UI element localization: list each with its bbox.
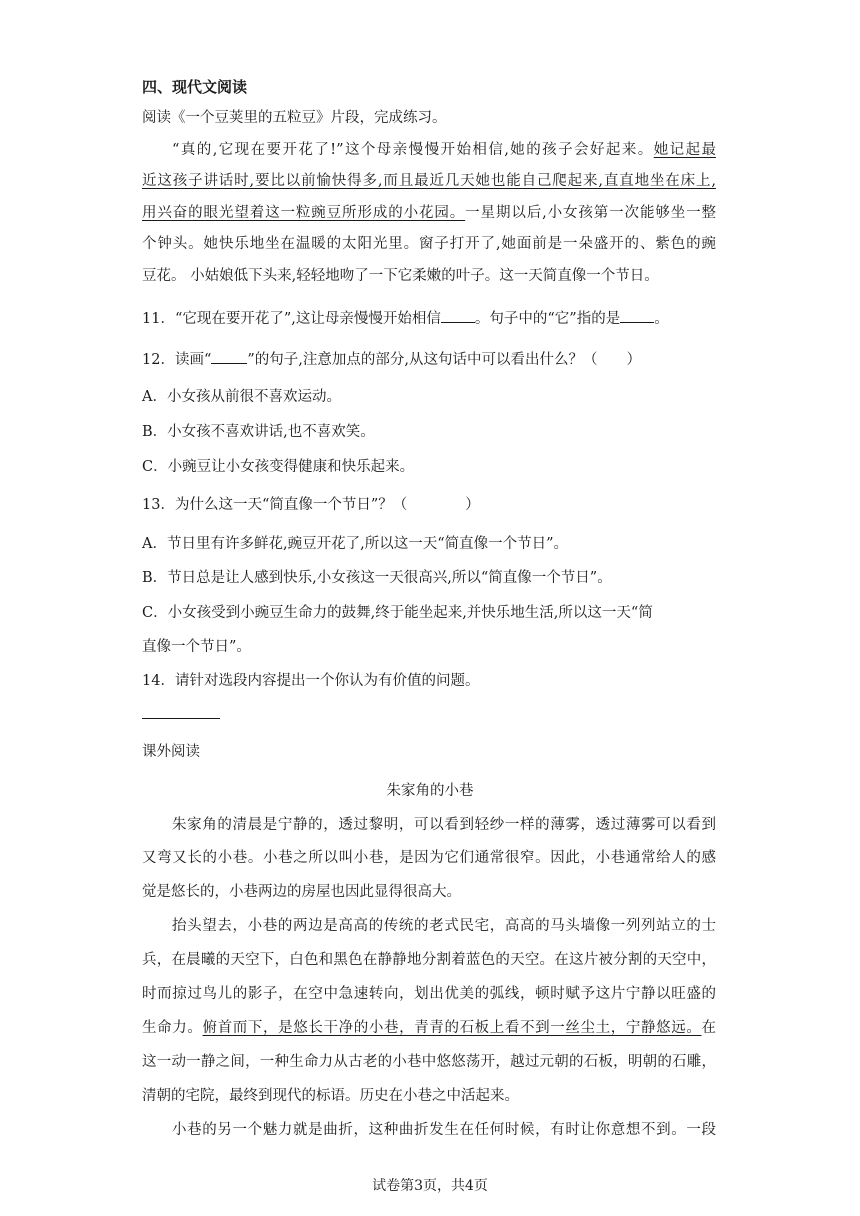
article-line: 清朝的宅院，最终到现代的标语。历史在小巷之中活起来。 bbox=[142, 1088, 519, 1104]
q12-text: 12．读画“ bbox=[142, 352, 212, 368]
article-line: 这一动一静之间，一种生命力从古老的小巷中悠悠荡开，越过元朝的石板，明朝的石雕， bbox=[142, 1054, 716, 1070]
q11-text: 11．“它现在要开花了”,这让母亲慢慢开始相信 bbox=[142, 311, 441, 327]
article-line: 又弯又长的小巷。小巷之所以叫小巷，是因为它们通常很窄。因此，小巷通常给人的感 bbox=[142, 850, 716, 866]
q11-text: 。句子中的“它”指的是 bbox=[474, 311, 621, 327]
article-line: 朱家角的清晨是宁静的，透过黎明，可以看到轻纱一样的薄雾，透过薄雾可以看到 bbox=[172, 817, 716, 833]
q12-text: ”的句子,注意加点的部分,从这句话中可以看出什么？（ ） bbox=[247, 352, 642, 368]
q12-option-a[interactable]: A．小女孩从前很不喜欢运动。 bbox=[142, 389, 341, 405]
underline-marker bbox=[211, 349, 247, 364]
article-line: 抬头望去，小巷的两边是高高的传统的老式民宅，高高的马头墙像一列列站立的士 bbox=[172, 918, 716, 934]
passage1-underlined-text: 用兴奋的眼光望着这一粒豌豆所形成的小花园。 bbox=[142, 205, 466, 221]
article-title: 朱家角的小巷 bbox=[386, 783, 474, 799]
question-14: 14．请针对选段内容提出一个你认为有价值的问题。 bbox=[142, 673, 480, 689]
q11-text: 。 bbox=[654, 311, 669, 327]
passage1-underlined-text: 她记起最 bbox=[653, 142, 716, 158]
answer-line[interactable] bbox=[142, 718, 220, 719]
answer-blank[interactable] bbox=[620, 308, 654, 323]
page-footer: 试卷第3页，共4页 bbox=[372, 1178, 488, 1194]
article-line: 兵，在晨曦的天空下，白色和黑色在静静地分割着蓝色的天空。在这片被分割的天空中， bbox=[142, 952, 716, 968]
q12-option-b[interactable]: B．小女孩不喜欢讲话,也不喜欢笑。 bbox=[142, 424, 375, 440]
q13-option-c[interactable]: C．小女孩受到小豌豆生命力的鼓舞,终于能坐起来,并快乐地生活,所以这一天“简 bbox=[142, 605, 653, 621]
article-line bbox=[142, 1018, 716, 1038]
q13-option-b[interactable]: B．节日总是让人感到快乐,小女孩这一天很高兴,所以“简直像一个节日”。 bbox=[142, 570, 612, 586]
section-heading: 四、现代文阅读 bbox=[142, 78, 248, 96]
passage1-line-4: 个钟头。她快乐地坐在温暖的太阳光里。窗子打开了,她面前是一朵盛开的、紫色的豌 bbox=[142, 236, 716, 252]
extra-reading-label: 课外阅读 bbox=[142, 744, 200, 760]
answer-blank[interactable] bbox=[441, 308, 475, 323]
passage1-line-5: 豆花。 小姑娘低下头来,轻轻地吻了一下它柔嫩的叶子。这一天简直像一个节日。 bbox=[142, 268, 659, 284]
instruction-text: 阅读《一个豆荚里的五粒豆》片段，完成练习。 bbox=[142, 110, 447, 126]
passage1-line-2: 近这孩子讲话时,要比以前愉快得多,而且最近几天她也能自己爬起来,直直地坐在床上, bbox=[142, 173, 716, 189]
article-underlined-text: 俯首而下，是悠长干净的小巷，青青的石板上看不到一丝尘土，宁静悠远。 bbox=[202, 1020, 702, 1036]
article-line: 觉是悠长的，小巷两边的房屋也因此显得很高大。 bbox=[142, 884, 461, 900]
question-12 bbox=[142, 349, 641, 370]
q13-option-a[interactable]: A．节日里有许多鲜花,豌豆开花了,所以这一天“简直像一个节日”。 bbox=[142, 536, 569, 552]
passage1-text: “真的,它现在要开花了!”这个母亲慢慢开始相信,她的孩子会好起来。 bbox=[172, 142, 654, 158]
q13-option-c-cont: 直像一个节日”。 bbox=[142, 639, 251, 655]
question-13: 13．为什么这一天“简直像一个节日”？（ ） bbox=[142, 497, 480, 513]
article-text: 在 bbox=[701, 1020, 717, 1036]
article-line: 小巷的另一个魅力就是曲折，这种曲折发生在任何时候，有时让你意想不到。一段 bbox=[172, 1122, 716, 1138]
question-11 bbox=[142, 308, 669, 329]
passage1-line-1 bbox=[172, 140, 716, 160]
article-line: 时而掠过鸟儿的影子，在空中急速转向，划出优美的弧线，顿时赋予这片宁静以旺盛的 bbox=[142, 986, 716, 1002]
q12-option-c[interactable]: C．小豌豆让小女孩变得健康和快乐起来。 bbox=[142, 459, 415, 475]
passage1-text: 一星期以后,小女孩第一次能够坐一整 bbox=[465, 205, 717, 221]
article-text: 生命力。 bbox=[142, 1020, 203, 1036]
passage1-line-3 bbox=[142, 203, 716, 223]
